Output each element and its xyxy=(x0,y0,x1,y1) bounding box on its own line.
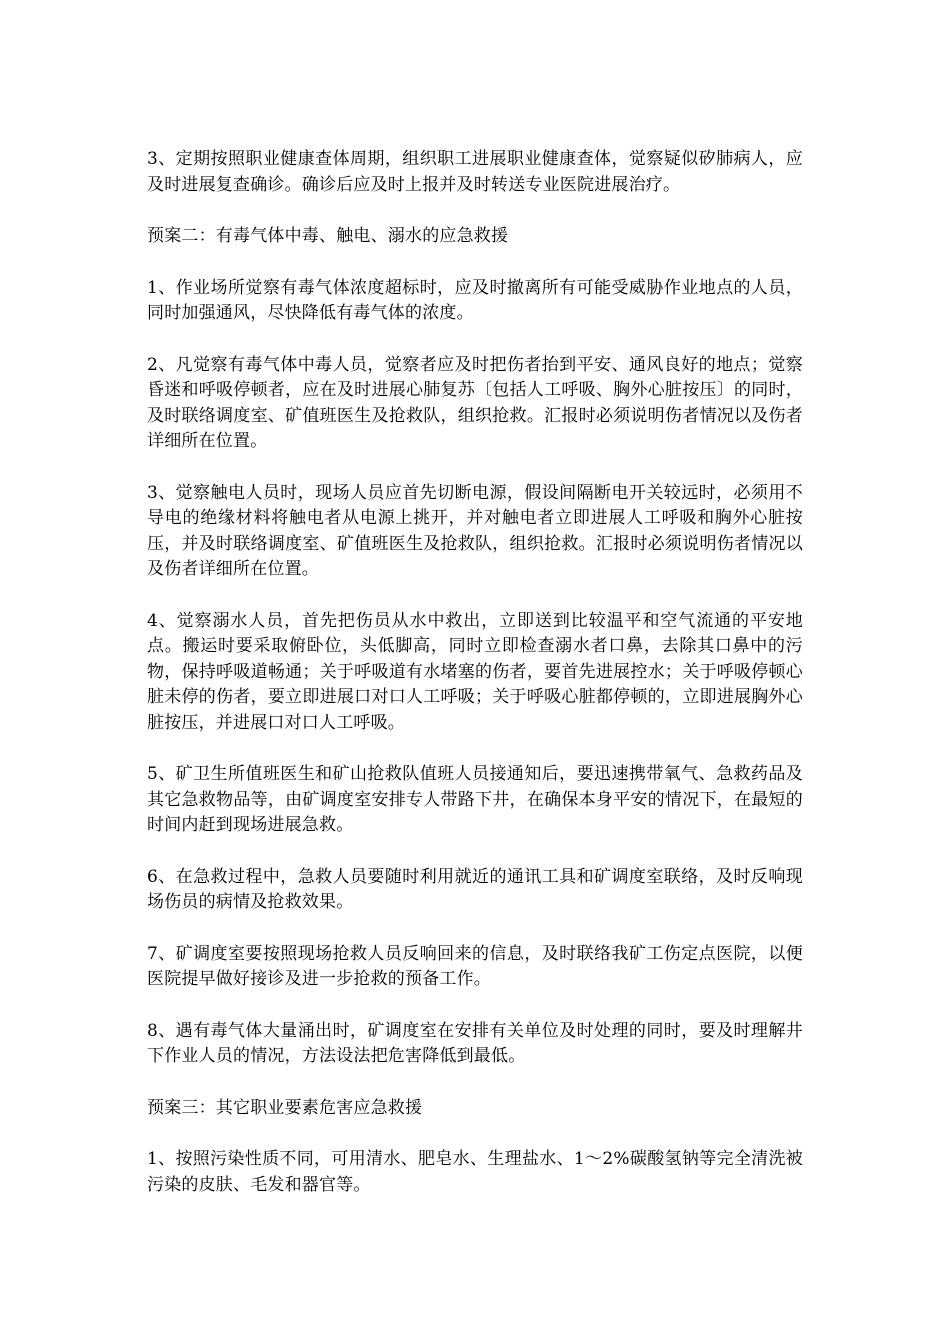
paragraph-2-4-drowning-rescue: 4、觉察溺水人员，首先把伤员从水中救出，立即送到比较温平和空气流通的平安地点。搬运时要采取俯卧位，头低脚高，同时立即检查溺水者口鼻，去除其口鼻中的污物，保持呼吸道畅通；关于呼吸道有水堵塞的伤者，要首先进展控水；关于呼吸停顿心脏未停的伤者，要立即进展口对口人工呼吸；关于呼吸心脏都停顿的，立即进展胸外心脏按压，并进展口对口人工呼吸。 xyxy=(147,610,803,733)
paragraph-2-3-electric-shock-rescue: 3、觉察触电人员时，现场人员应首先切断电源，假设间隔断电开关较远时，必须用不导电的绝缘材料将触电者从电源上挑开，并对触电者立即进展人工呼吸和胸外心脏按压，并及时联络调度室、矿值班医生及抢救队，组织抢救。汇报时必须说明伤者情况以及伤者详细所在位置。 xyxy=(147,482,803,579)
document-page xyxy=(147,147,803,1224)
paragraph-2-1-toxic-gas-evacuation: 1、作业场所觉察有毒气体浓度超标时，应及时撤离所有可能受威胁作业地点的人员，同时加强通风，尽快降低有毒气体的浓度。 xyxy=(147,277,803,323)
paragraph-2-7-hospital-contact: 7、矿调度室要按照现场抢救人员反响回来的信息，及时联络我矿工伤定点医院，以便医院提早做好接诊及进一步抢救的预备工作。 xyxy=(147,943,803,989)
paragraph-2-8-gas-outburst: 8、遇有毒气体大量涌出时，矿调度室在安排有关单位及时处理的同时，要及时理解井下作业人员的情况，方法设法把危害降低到最低。 xyxy=(147,1020,803,1066)
paragraph-2-5-medical-team-dispatch: 5、矿卫生所值班医生和矿山抢救队值班人员接通知后，要迅速携带氧气、急救药品及其它急救物品等，由矿调度室安排专人带路下井，在确保本身平安的情况下，在最短的时间内赶到现场进展急救。 xyxy=(147,764,803,835)
paragraph-2-2-gas-poisoning-rescue: 2、凡觉察有毒气体中毒人员，觉察者应及时把伤者抬到平安、通风良好的地点；觉察昏迷和呼吸停顿者，应在及时进展心肺复苏〔包括人工呼吸、胸外心脏按压〕的同时，及时联络调度室、矿值班医生及抢救队，组织抢救。汇报时必须说明伤者情况以及伤者详细所在位置。 xyxy=(147,354,803,451)
section-heading-plan-3: 预案三：其它职业要素危害应急救援 xyxy=(147,1097,423,1118)
paragraph-3-1-decontamination: 1、按照污染性质不同，可用清水、肥皂水、生理盐水、1～2%碳酸氢钠等完全清洗被污染的皮肤、毛发和器官等。 xyxy=(147,1149,803,1195)
paragraph-2-6-communication: 6、在急救过程中，急救人员要随时利用就近的通讯工具和矿调度室联络，及时反响现场伤员的病情及抢救效果。 xyxy=(147,866,803,912)
paragraph-1-3-periodic-health-check: 3、定期按照职业健康查体周期，组织职工进展职业健康查体，觉察疑似矽肺病人，应及时进展复查确诊。确诊后应及时上报并及时转送专业医院进展治疗。 xyxy=(147,149,803,195)
section-heading-plan-2: 预案二：有毒气体中毒、触电、溺水的应急救援 xyxy=(147,226,509,246)
